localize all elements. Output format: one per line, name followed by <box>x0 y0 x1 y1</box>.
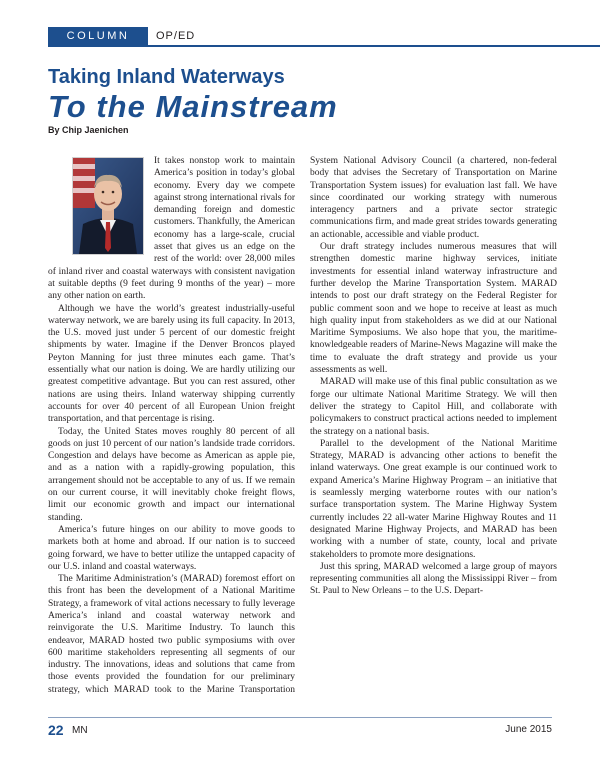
paragraph-2: Although we have the world’s greatest industrially-useful waterway network, we are barely using its full capacity. In 2013, the U.S. moved just under 5 percent of our domestic freight shipments by water. Imagine if the Denver Broncos played Peyton Manning for just three minutes each game. That’s essentially what our nation is doing. We are hardly utilizing our greatest competitive advantage. But you can rest assured, other nations are using theirs. Inland waterway shipping currently accounts for over 40 percent of all European Union freight transportation, and that percentage is rising. <box>48 303 295 425</box>
byline: By Chip Jaenichen <box>48 125 129 135</box>
paragraph-6: Our draft strategy includes numerous measures that will strengthen domestic marine highway services, initiate investments for essential inland waterway infrastructure and further develop the Marine Transportation System. MARAD intends to post our draft strategy on the Federal Register for public comment soon and we hope to receive at least as much high quality input from stakeholders as we did at our National Maritime Symposiums. We also hope that you, the maritime-knowledgeable readers of Marine-News Magazine will make the time to evaluate the draft strategy and provide us your assessments as well. <box>310 242 557 376</box>
section-name: OP/ED <box>156 30 196 42</box>
paragraph-4: America’s future hinges on our ability to move goods to markets both at home and abroad. If our nation is to succeed going forward, we have to better utilize the untapped capacity of our U.S. inland and coastal waterways. <box>48 524 295 572</box>
column-label: COLUMN <box>48 27 148 45</box>
page-number: 22 <box>48 722 64 738</box>
issue-date: June 2015 <box>505 724 552 735</box>
author-portrait <box>72 157 144 255</box>
footer-rule <box>48 717 552 718</box>
article-body <box>48 155 557 703</box>
magazine-abbrev: MN <box>72 725 88 736</box>
article-title-line1: Taking Inland Waterways <box>48 66 285 88</box>
paragraph-5: The Maritime Administration’s (MARAD) foremost effort on this front has been the development of a National Maritime Strategy, a framework of vital actions necessary to fully leverage America’s inland and coastal waterway network and reinvigorate the U.S. Maritime Industry. To launch this endeavor, MARAD hosted two public symposiums with over 600 maritime stakeholders representing all segments of our industry. The innovations, ideas and solutions that came from those events provided the foundation for our preliminary strategy, which MARAD took to the Marine Transportation System National Advisory Council (a chartered, non-federal body that advises the Secretary of Transportation on Marine Transportation System issues) for evaluation last fall. We have since coordinated our working strategy with numerous interagency partners and a private sector strategic communications firm, and made great strides towards generating an actionable, accessible and viable product. <box>48 156 557 695</box>
paragraph-7: MARAD will make use of this final public consultation as we forge our ultimate National Maritime Strategy. We will then deliver the strategy to Capitol Hill, and collaborate with policymakers to construct practical actions needed to implement the strategy on a national basis. <box>310 377 557 437</box>
paragraph-9: Just this spring, MARAD welcomed a large group of mayors representing communities all along the Mississippi River – from St. Paul to New Orleans – to the U.S. Depart- <box>310 561 557 597</box>
paragraph-1: It takes nonstop work to maintain America’s position in today’s global economy. Every day we compete against strong international rivals for demanding foreign and domestic customers. Thankfully, the American economy has a large-scale, crucial asset that gives us an edge on the rest of the world: over 28,000 miles of inland river and coastal waterways with consistent navigation at suitable depths (9 feet during 9 months of the year) – more any other nation on earth. <box>48 156 295 302</box>
paragraph-8: Parallel to the development of the National Maritime Strategy, MARAD is advancing other actions to benefit the inland waterways. One great example is our continued work to expand America’s Marine Highway Program – an initiative that is seamlessly merging waterborne routes with our nation’s surface transportation system. The Marine Highway System currently includes 22 all-water Marine Highway Routes and 11 designated Marine Highway Projects, and MARAD has been working with a number of state, county, local and private stakeholders to promote more designations. <box>310 438 557 560</box>
article-title-line2: To the Mainstream <box>48 89 338 124</box>
column-header <box>48 27 600 45</box>
header-rule <box>48 45 600 47</box>
paragraph-3: Today, the United States moves roughly 80 percent of all goods on just 10 percent of our nation’s landside trade corridors. Congestion and delays have become as American as apple pie, and as a nation with a rapidly-growing population, this arrangement should not be acceptable to any of us. If we remain on our current course, it will inevitably choke freight flows, limit our economic growth and impact our international standing. <box>48 426 295 523</box>
author-portrait-image <box>73 158 143 254</box>
